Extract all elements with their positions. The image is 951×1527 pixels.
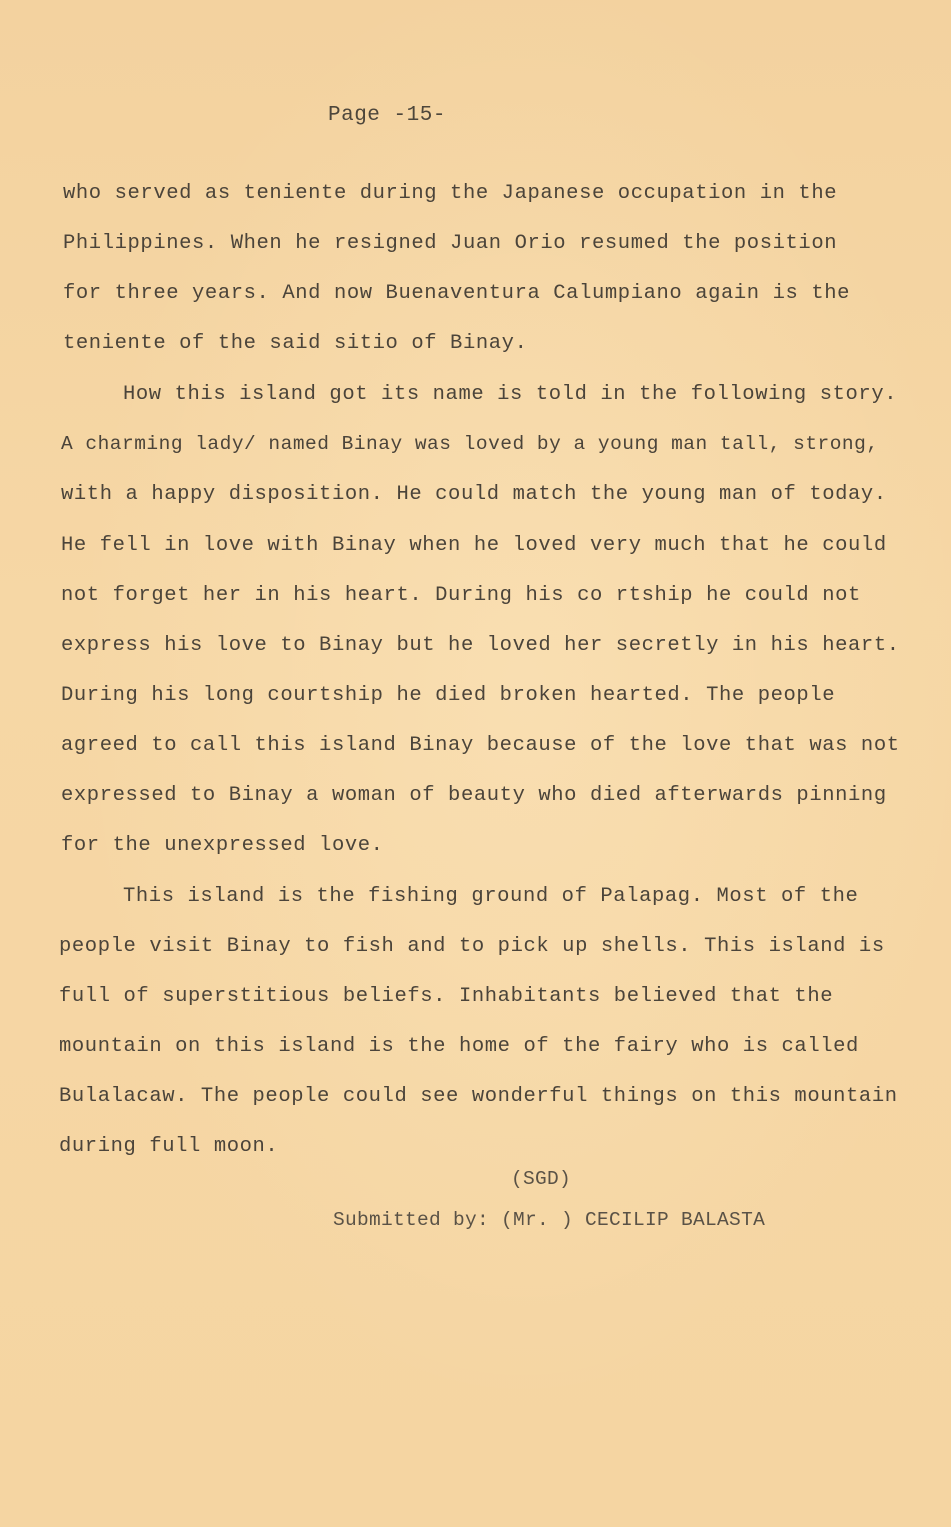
text-line: agreed to call this island Binay because of the love that was not <box>61 734 900 757</box>
text-line: mountain on this island is the home of the fairy who is called <box>59 1035 859 1058</box>
text-line: During his long courtship he died broken hearted. The people <box>61 684 836 707</box>
text-line: full of superstitious beliefs. Inhabitants believed that the <box>59 985 834 1008</box>
text-line: He fell in love with Binay when he loved very much that he could <box>61 534 887 557</box>
text-line: during full moon. <box>59 1135 279 1158</box>
text-line: express his love to Binay but he loved her secretly in his heart. <box>61 634 900 657</box>
text-line: for three years. And now Buenaventura Calumpiano again is the <box>63 282 851 305</box>
text-line: teniente of the said sitio of Binay. <box>63 332 528 355</box>
signature-sgd: (SGD) <box>511 1168 572 1190</box>
text-line: who served as teniente during the Japanese occupation in the <box>63 182 838 205</box>
text-line: A charming lady/ named Binay was loved by a young man tall, strong, <box>61 433 879 455</box>
text-line: with a happy disposition. He could match the young man of today. <box>61 483 887 506</box>
text-line: people visit Binay to fish and to pick up shells. This island is <box>59 935 885 958</box>
text-line: not forget her in his heart. During his co rtship he could not <box>61 584 861 607</box>
text-line: for the unexpressed love. <box>61 834 384 857</box>
page-number: Page -15- <box>328 104 446 127</box>
submitted-by: Submitted by: (Mr. ) CECILIP BALASTA <box>333 1209 766 1231</box>
text-line: Philippines. When he resigned Juan Orio resumed the position <box>63 232 838 255</box>
text-line: Bulalacaw. The people could see wonderful things on this mountain <box>59 1085 898 1108</box>
text-line: How this island got its name is told in the following story. <box>123 383 898 406</box>
text-line: expressed to Binay a woman of beauty who died afterwards pinning <box>61 784 887 807</box>
text-line: This island is the fishing ground of Palapag. Most of the <box>123 885 859 908</box>
